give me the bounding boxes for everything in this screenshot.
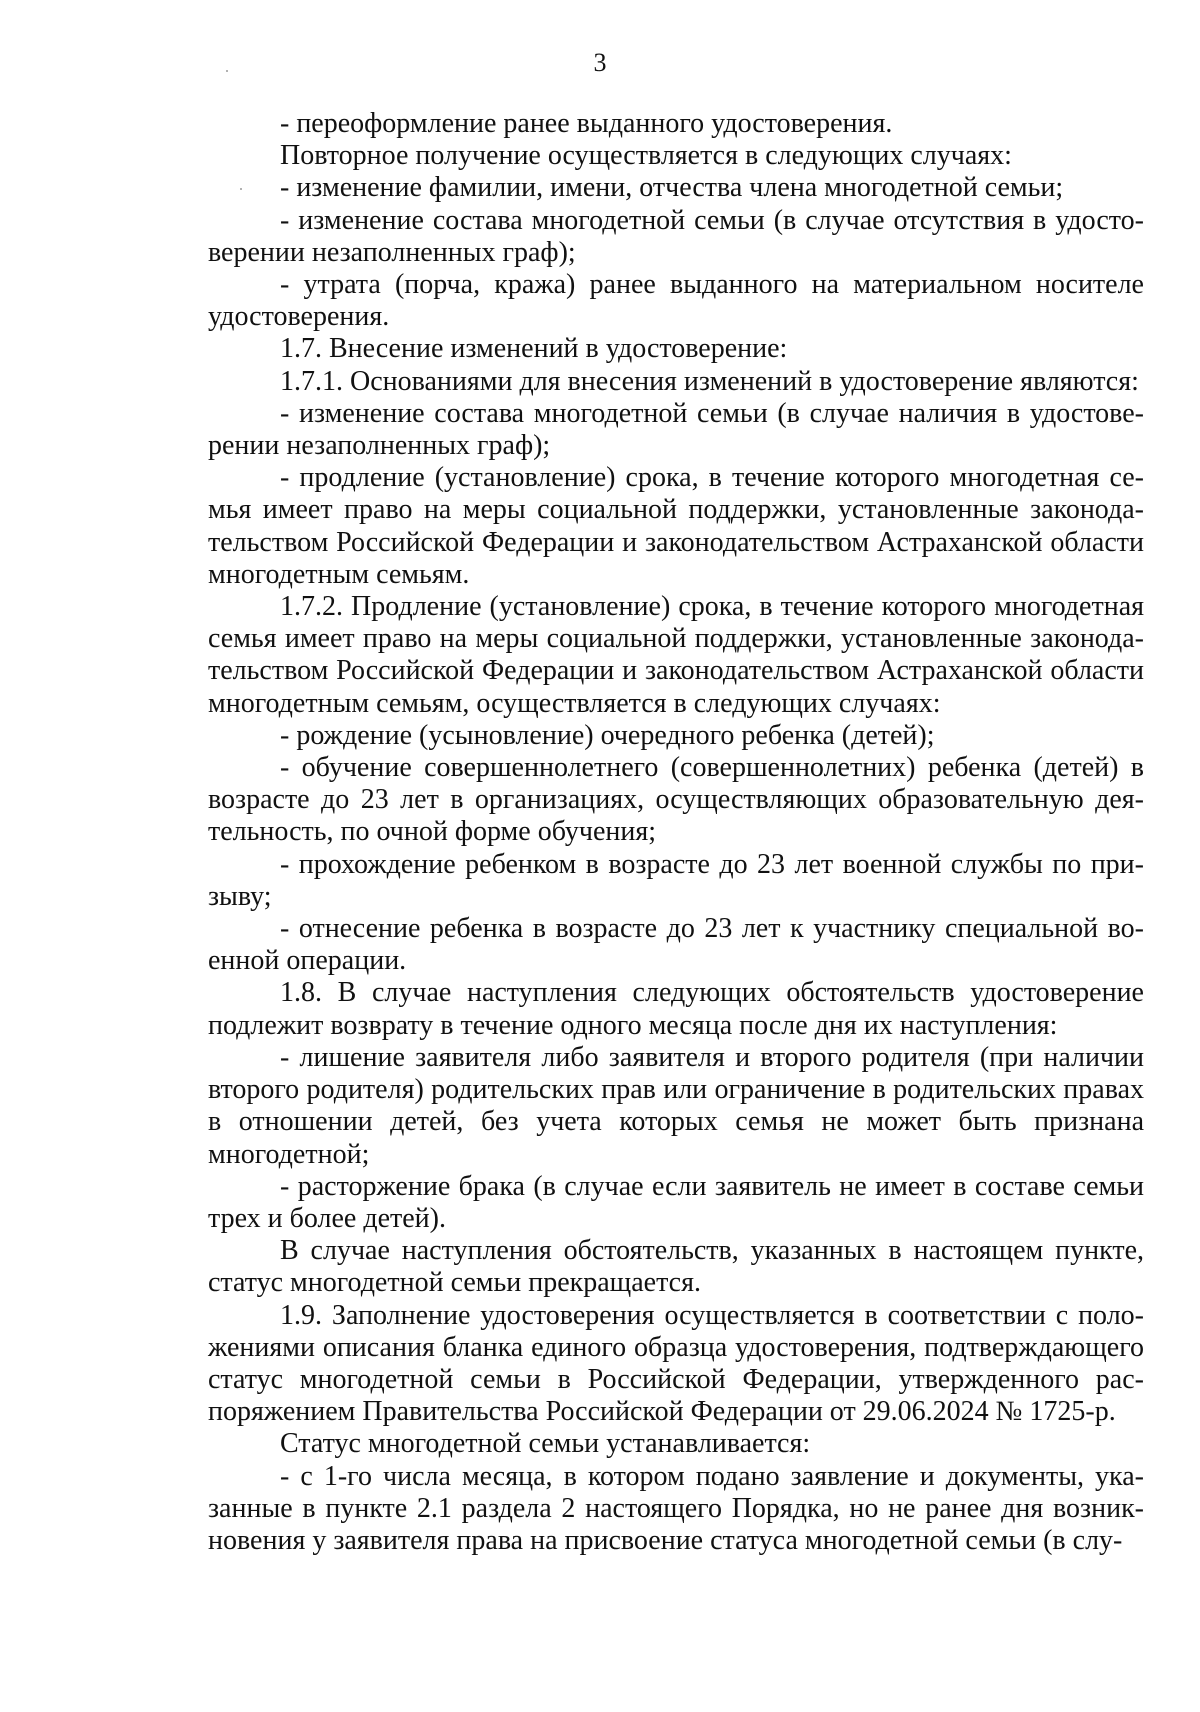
paragraph: - прохождение ребенком в возрасте до 23 лет военной службы по призыву; xyxy=(208,848,1144,912)
paragraph: - изменение состава многодетной семьи (в случае отсутствия в удостоверении незаполненных граф); xyxy=(208,204,1144,268)
document-body xyxy=(208,108,1144,1557)
page-number: 3 xyxy=(593,48,607,77)
paragraph: - утрата (порча, кража) ранее выданного на материальном носителе удостоверения. xyxy=(208,269,1144,333)
paragraph: - переоформление ранее выданного удостоверения. xyxy=(280,108,893,139)
paragraph: - лишение заявителя либо заявителя и второго родителя (при наличии второго родителя) родительских прав или ограничение в родительских правах в отношении детей, без учета которых семья не может быть признана многодетной; xyxy=(208,1041,1144,1170)
paragraph: Статус многодетной семьи устанавливается: xyxy=(280,1428,811,1460)
paragraph: - отнесение ребенка в возрасте до 23 лет к участнику специальной военной операции. xyxy=(208,913,1144,977)
paragraph: 1.7.2. Продление (установление) срока, в течение которого многодетная семья имеет право на меры социальной поддержки, установленные законодательством Российской Федерации и законодательством Астраханской области многодетным семьям, осуществляется в следующих случаях: xyxy=(208,591,1144,719)
paragraph: 1.8. В случае наступления следующих обстоятельств удостоверение подлежит возврату в течение одного месяца после дня их наступления: xyxy=(208,977,1144,1041)
paragraph: - с 1-го числа месяца, в котором подано заявление и документы, указанные в пункте 2.1 раздела 2 настоящего Порядка, но не ранее дня возникновения у заявителя права на присвоение статуса многодетной семьи (в слу- xyxy=(208,1460,1144,1556)
paragraph: В случае наступления обстоятельств, указанных в настоящем пункте, статус многодетной семьи прекращается. xyxy=(208,1235,1144,1299)
paragraph: - расторжение брака (в случае если заявитель не имеет в составе семьи трех и более детей). xyxy=(208,1170,1144,1234)
paragraph: - продление (установление) срока, в течение которого многодетная семья имеет право на меры социальной поддержки, установленные законодательством Российской Федерации и законодательством Астраханской области многодетным семьям. xyxy=(208,462,1144,590)
paragraph: - изменение фамилии, имени, отчества члена многодетной семьи; xyxy=(280,172,1064,204)
paragraph: 1.9. Заполнение удостоверения осуществляется в соответствии с положениями описания бланка единого образца удостоверения, подтверждающего статус многодетной семьи в Российской Федерации, утвержденного распоряжением Правительства Российской Федерации от 29.06.2024 № 1725-р. xyxy=(208,1299,1144,1428)
paragraph: - рождение (усыновление) очередного ребенка (детей); xyxy=(280,719,935,751)
paragraph: Повторное получение осуществляется в следующих случаях: xyxy=(280,140,1012,172)
section-heading: 1.7. Внесение изменений в удостоверение: xyxy=(280,333,788,365)
paragraph: - обучение совершеннолетнего (совершеннолетних) ребенка (детей) в возрасте до 23 лет в организациях, осуществляющих образовательную деятельность, по очной форме обучения; xyxy=(208,752,1144,848)
paragraph: 1.7.1. Основаниями для внесения изменений в удостоверение являются: xyxy=(280,365,1139,397)
paragraph: - изменение состава многодетной семьи (в случае наличия в удостоверении незаполненных граф); xyxy=(208,397,1144,462)
scan-speck xyxy=(226,70,228,72)
